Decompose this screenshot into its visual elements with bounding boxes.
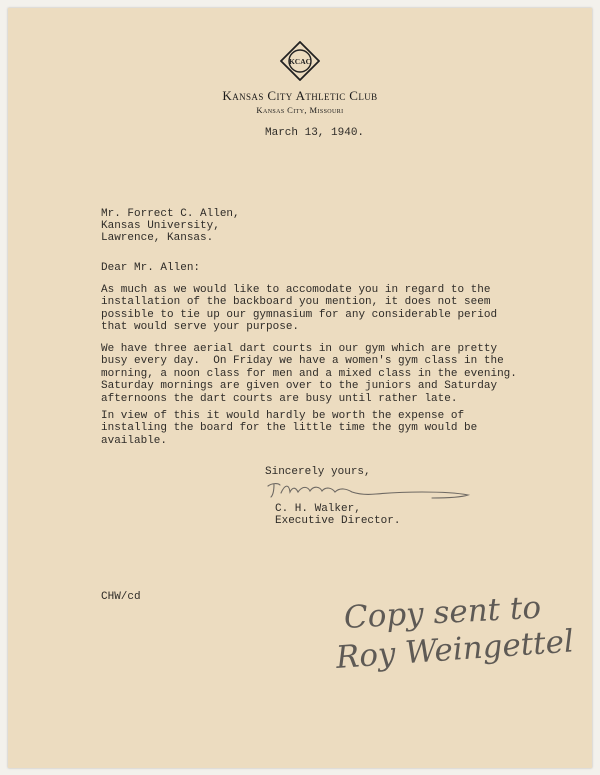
typist-initials: CHW/cd [101, 591, 141, 603]
closing: Sincerely yours, [265, 466, 371, 478]
signer-name: C. H. Walker, [275, 503, 361, 515]
body-paragraph-1: As much as we would like to accomodate you in regard to the installation of the backboard you mention, it does not seem possible to tie up our gymnasium for any considerable period that would serve your purpose. [101, 284, 498, 334]
salutation: Dear Mr. Allen: [101, 262, 201, 274]
club-name: Kansas City Athletic Club [222, 88, 378, 103]
body-paragraph-2: We have three aerial dart courts in our gym which are pretty busy every day. On Friday we have a women's gym class in the morning, a noon class for men and a mixed class in the evening. Saturday mornings are given over to the juniors and Saturday afternoons the dart courts are busy until rather late. [101, 343, 517, 405]
club-monogram-logo [280, 41, 320, 81]
body-paragraph-3: In view of this it would hardly be worth the expense of installing the board for the little time the gym would be available. [101, 410, 478, 447]
handwritten-note-line2: Roy Weingettel [334, 623, 575, 676]
handwritten-note-line1: Copy sent to [343, 589, 542, 636]
recipient-name: Mr. Forrect C. Allen, [101, 208, 240, 220]
logo-monogram-text: KCAC [288, 57, 312, 66]
letter-date: March 13, 1940. [265, 127, 365, 139]
recipient-org: Kansas University, [101, 220, 220, 232]
recipient-city: Lawrence, Kansas. [101, 232, 214, 244]
signer-title: Executive Director. [275, 515, 401, 527]
signature [262, 478, 477, 504]
club-city: Kansas City, Missouri [256, 105, 344, 115]
